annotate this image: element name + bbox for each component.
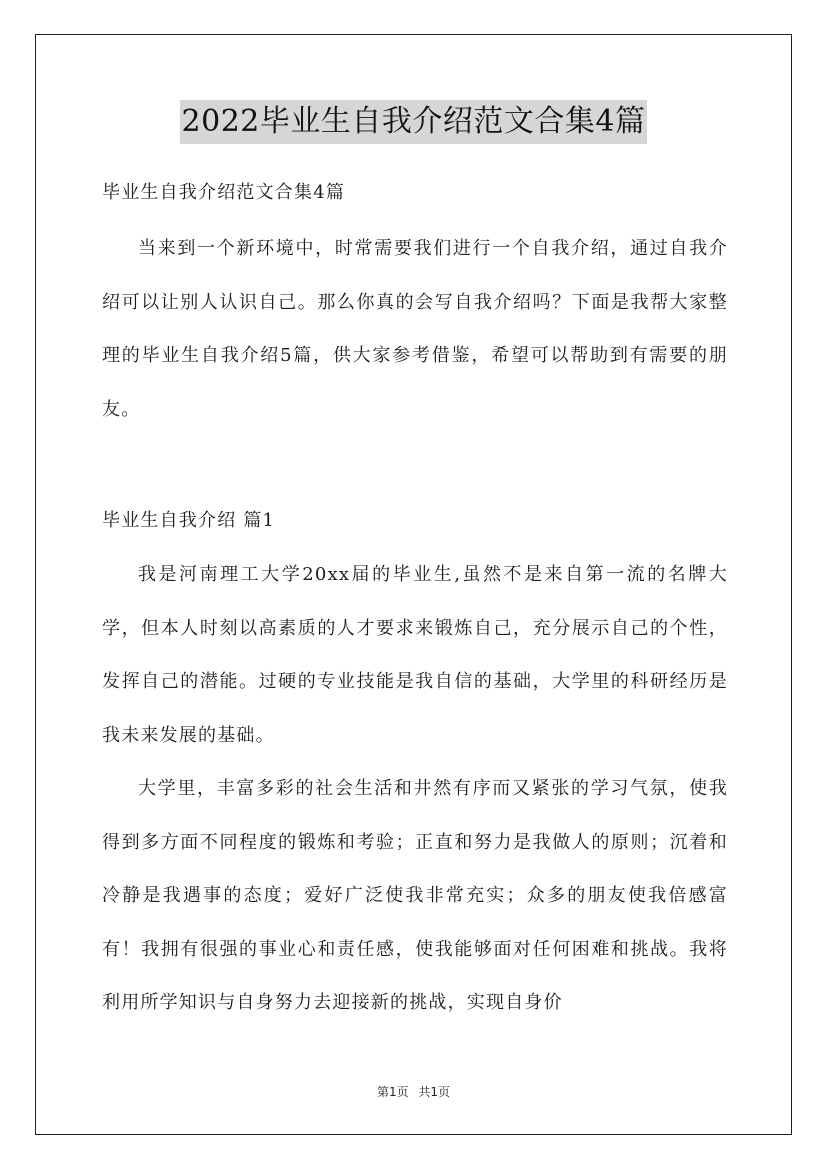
page-footer xyxy=(0,1083,827,1100)
intro-block xyxy=(102,222,728,436)
subtitle-block xyxy=(102,176,728,210)
section1-paragraph2: 大学里，丰富多彩的社会生活和井然有序而又紧张的学习气氛，使我得到多方面不同程度的锻炼和考验；正直和努力是我做人的原则；沉着和冷静是我遇事的态度；爱好广泛使我非常充实；众多的朋友使我倍感富有！我拥有很强的事业心和责任感，使我能够面对任何困难和挑战。我将利用所学知识与自身努力去迎接新的挑战，实现自身价 xyxy=(102,778,728,1013)
section1-heading-block xyxy=(102,504,728,538)
section1-body xyxy=(102,548,728,1030)
section1-heading: 毕业生自我介绍 篇1 xyxy=(102,510,276,531)
page-number-current: 第1页 xyxy=(376,1085,409,1099)
document-title: 2022毕业生自我介绍范文合集4篇 xyxy=(180,100,648,144)
intro-paragraph: 当来到一个新环境中，时常需要我们进行一个自我介绍，通过自我介绍可以让别人认识自己。那么你真的会写自我介绍吗？下面是我帮大家整理的毕业生自我介绍5篇，供大家参考借鉴，希望可以帮助到有需要的朋友。 xyxy=(102,238,728,420)
page-number-total: 共1页 xyxy=(418,1085,451,1099)
document-subtitle: 毕业生自我介绍范文合集4篇 xyxy=(102,182,346,203)
title-container xyxy=(0,100,827,144)
section1-paragraph1: 我是河南理工大学20xx届的毕业生,虽然不是来自第一流的名牌大学，但本人时刻以高素质的人才要求来锻炼自己，充分展示自己的个性，发挥自己的潜能。过硬的专业技能是我自信的基础，大学里的科研经历是我未来发展的基础。 xyxy=(102,564,728,746)
